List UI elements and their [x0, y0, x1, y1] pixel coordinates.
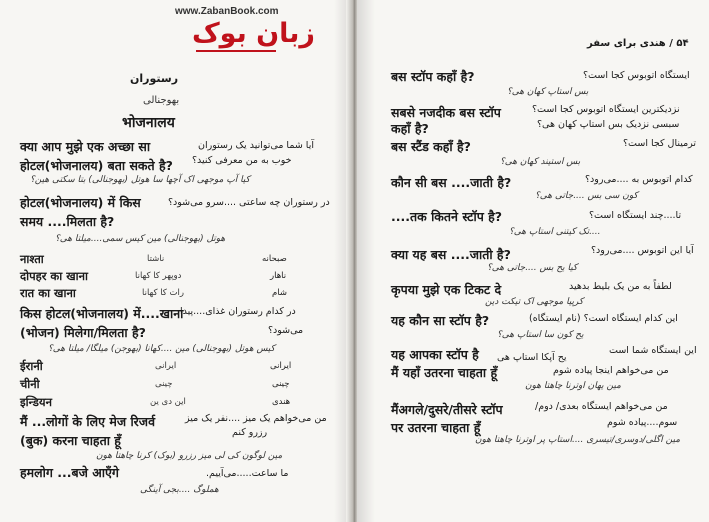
fa-line: لطفاً به من یک بلیط بدهید [569, 281, 672, 292]
hi-line: मैं ...लोगों के लिए मेज रिजर्व [20, 414, 156, 429]
fa-line: کدام اتوبوس به ....می‌رود؟ [585, 174, 693, 185]
cuisine-fa: ایرانی [270, 361, 292, 371]
hi-line: क्या यह बस ....जाती है? [391, 247, 511, 262]
hi-line: कौन सी बस ....जाती है? [391, 175, 512, 190]
translit-line: کرپیا موجهی اک تیکت دین [485, 297, 584, 307]
translit-line: کون سی بس ....جاتی هی؟ [535, 191, 638, 201]
hi-line: किस होटल(भोजनालय) में....खाना [20, 306, 184, 321]
right-page [357, 0, 709, 522]
fa-line: من می‌خواهم ایستگاه بعدی/ دوم/ [535, 401, 668, 412]
meal-hi: रात का खाना [20, 286, 76, 300]
section-title-hi: भोजनालय [122, 115, 175, 131]
meal-tr: دوپهر کا کهانا [135, 271, 182, 281]
hi-line: हमलोग ...बजे आएँगे [20, 465, 119, 480]
hi-line: यह कौन सा स्टॉप है? [391, 313, 490, 328]
cuisine-hi: इन्डियन [20, 395, 52, 409]
cuisine-tr: این دی ین [150, 397, 186, 407]
translit-line: مین اگلی/دوسری/تیسری ....استاپ پر اوترنا چاهتا هون [475, 435, 681, 445]
translit-line: مین یهان اوترنا چاهتا هون [525, 381, 621, 391]
cuisine-fa: چینی [272, 379, 290, 389]
hi-line: पर उतरना चाहता हूँ [391, 420, 481, 435]
fa-line: یح آپکا استاپ هی [497, 352, 567, 363]
translit-line: مین لوگون کی لی میز رزرو (بوک) کرنا چاهتا هون [96, 451, 283, 461]
fa-line: ما ساعت.....می‌آییم. [206, 468, 289, 479]
meal-tr: رات کا کهانا [142, 288, 185, 298]
fa-line: سبسی نزدیک بس استاپ کهان هی؟ [537, 119, 680, 130]
hi-line: (बुक) करना चाहता हूँ [20, 433, 121, 448]
fa-line: در رستوران چه ساعتی ....سرو می‌شود؟ [168, 197, 330, 208]
cuisine-tr: ایرانی [155, 361, 177, 371]
meal-hi: नाश्ता [20, 252, 44, 266]
translit-line: ....تک کیتنی استاپ هی؟ [509, 227, 601, 237]
hi-line: क्या आप मुझे एक अच्छा सा [20, 139, 151, 154]
meal-hi: दोपहर का खाना [20, 269, 88, 283]
fa-line: نزدیکترین ایستگاه اتوبوس کجا است؟ [532, 104, 680, 115]
translit-line: بس استیند کهان هی؟ [500, 157, 581, 167]
hi-line: सबसे नजदीक बस स्टॉप [391, 105, 501, 120]
hi-line: मैं यहाँ उतरना चाहता हूँ [391, 365, 498, 380]
section-title-fa: رستوران [130, 72, 179, 85]
fa-line: تا....چند ایستگاه است؟ [589, 210, 682, 221]
fa-line: سوم....پیاده شوم [607, 417, 678, 428]
translit-line: کیا آپ موجهی اک آچها سا هوتل (بهوجنالی) بتا سکتی هین؟ [30, 175, 250, 185]
hi-line: (भोजन) मिलेगा/मिलता है? [20, 325, 146, 340]
hi-line: कृपया मुझे एक टिकट दे [391, 282, 502, 297]
left-page [0, 0, 352, 522]
hi-line: कहाँ है? [391, 121, 429, 136]
logo-url: www.ZabanBook.com [175, 6, 279, 17]
translit-line: هوتل (بهوجنالی) مین کیس سمی....میلتا هی؟ [55, 234, 226, 244]
section-title-tr: بهوجنالی [143, 95, 180, 106]
hi-line: होटल(भोजनालय) में किस [20, 195, 141, 210]
running-head: ۵۴ / هندی برای سفر [587, 38, 689, 49]
logo-wordmark: زبان بوک [192, 18, 315, 49]
logo-underline [196, 50, 276, 52]
meal-fa: شام [272, 288, 287, 298]
translit-line: هملوگ ....بجی آینگی [140, 485, 219, 495]
translit-line: کیس هوتل (بهوجنالی) مین ....کهانا (بهوجن) میلگا/ میلتا هی؟ [48, 344, 275, 354]
hi-line: होटल(भोजनालय) बता सकते है? [20, 158, 173, 173]
fa-line: این کدام ایستگاه است؟ (نام ایستگاه) [529, 313, 678, 324]
meal-tr: ناشتا [147, 254, 165, 264]
meal-fa: صبحانه [262, 254, 287, 264]
hi-line: ....तक कितने स्टॉप है? [391, 209, 503, 224]
fa-line: این ایستگاه شما است [609, 345, 697, 356]
cuisine-tr: چینی [155, 379, 173, 389]
meal-fa: ناهار [270, 271, 287, 281]
translit-line: کیا یح بس ....جاتی هی؟ [487, 263, 578, 273]
cuisine-fa: هندی [272, 397, 291, 407]
translit-line: بس استاپ کهان هی؟ [507, 87, 589, 97]
hi-line: यह आपका स्टॉप है [391, 347, 479, 362]
hi-line: समय ....मिलता है? [20, 214, 115, 229]
translit-line: یح کون سا استاپ هی؟ [497, 330, 584, 340]
cuisine-hi: ईरानी [20, 359, 43, 373]
fa-line: می‌شود؟ [268, 325, 304, 336]
hi-line: बस स्टॉप कहाँ है? [391, 69, 475, 84]
fa-line: رزرو کنم [232, 427, 268, 438]
fa-line: من می‌خواهم یک میز ....نفر یک میز [185, 413, 327, 424]
fa-line: خوب به من معرفی کنید؟ [192, 155, 292, 166]
fa-line: ایستگاه اتوبوس کجا است؟ [583, 70, 690, 81]
fa-line: در کدام رستوران غذای....پیدا [180, 306, 296, 317]
fa-line: من می‌خواهم اینجا پیاده شوم [553, 365, 669, 376]
fa-line: آیا شما می‌توانید یک رستوران [198, 140, 314, 151]
fa-line: ترمینال کجا است؟ [623, 138, 697, 149]
fa-line: آیا این اتوبوس ....می‌رود؟ [591, 245, 694, 256]
cuisine-hi: चीनी [20, 377, 40, 391]
hi-line: मैंअगले/दुसरे/तीसरे स्टॉप [391, 402, 503, 417]
hi-line: बस स्टैंड कहाँ है? [391, 139, 471, 154]
